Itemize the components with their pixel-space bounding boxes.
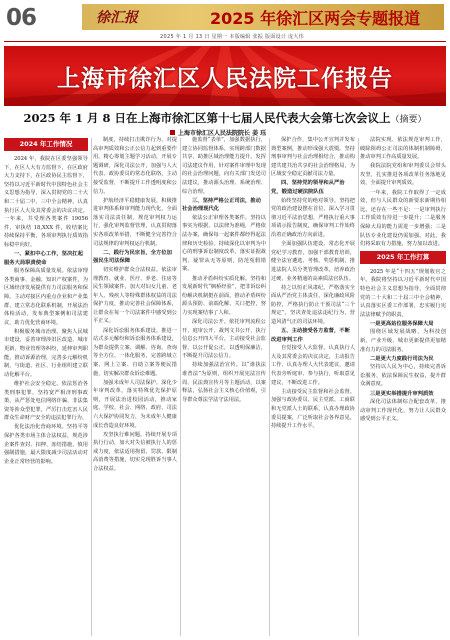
body-paragraph: 围绕区域发展战略，为科技创新、产业升级、城市更新提供更加精准有力的司法服务。 (360, 329, 446, 353)
body-paragraph: 切实维护群众合法权益。依法审理教育、就业、医疗、养老、住房等民生领域案件，加大对妇女儿童、老年人、残疾人等特殊群体权益的司法保护力度，推动完善社会保障体系，让群众在每一个司法案件中感受到公平正义。 (93, 266, 177, 325)
body-paragraph: 服务保障高质量发展。依法审理各类商事、金融、知识产权案件，为区域经济发展提供有力司法服务和保障。主动对接区内重点企业和产业集群，建立常态化联系机制，开展法治体检活动，发布典型案例和司法建议，助力优化营商环境。 (4, 268, 88, 326)
subsection-heading: 一是更高站位服务保障大局 (370, 320, 434, 327)
report-banner (4, 46, 446, 106)
issue-info: 2025 年 1 月 13 日 星期一 本版编辑 张振 版面设计 庞大伟 (160, 34, 304, 40)
body-paragraph: 2025 年是“十四五”规划收官之年。我院将坚持以习近平新时代中国特色社会主义思想为指导，全面贯彻党的二十大和二十届三中全会精神，认真落实区委工作部署，忠实履行宪法法律赋予的职责。 (360, 268, 446, 318)
headline-text: 2025 年 1 月 8 日在上海市徐汇区第十七届人民代表大会第七次会议上 (23, 111, 391, 125)
body-paragraph: 持续加强法治宣传。以“谁执法谁普法”为原则，组织开展宪法宣传周、民法典宣传月等主题活动，以案释法，弘扬社会主义核心价值观，引导群众尊法学法守法用法。 (182, 362, 266, 403)
page-header (0, 0, 450, 44)
subsection-heading: 一、紧扣中心工作，坚决扛起服务大局职责使命 (4, 251, 83, 266)
body-paragraph: 深化诉讼服务体系建设。推进一站式多元解纷和诉讼服务体系建设，为群众提供立案、调解、咨询、查询等全方位、一体化服务，完善跨域立案、网上立案、自助立案等便民措施，切实解决群众诉讼难题。 (93, 327, 177, 377)
newspaper-logo: 徐汇报 (96, 10, 138, 26)
body-paragraph: 攻坚执行难问题。持续开展专项执行行动，加大对失信被执行人的惩戒力度，依法适用拘留、罚款、限制高消费等措施，切实兑现胜诉当事人合法权益。 (93, 431, 177, 473)
text-column-2 (93, 136, 177, 636)
subsection-heading: 二是更大力度践行司法为民 (370, 355, 434, 362)
column-section-heading: 2024 年工作情况 (4, 138, 88, 151)
header-divider (4, 41, 446, 42)
page-number: 06 (6, 5, 37, 31)
byline-text: 上海市徐汇区人民法院院长 姜 珏 (178, 130, 267, 137)
column-rule (91, 138, 92, 636)
body-paragraph: 主动接受民主监督和社会监督。加强与政协委员、民主党派、工商联和无党派人士的联系，认真办理政协委员提案，广泛听取社会各界意见，持续提升工作水平。 (271, 388, 355, 430)
subsection-heading: 四、坚持党的领导和从严治党，锻造过硬法院队伍 (271, 180, 345, 196)
banner-title: 上海市徐汇区人民法院工作报告 (57, 66, 393, 92)
body-paragraph: 推动矛盾纠纷实质化解。坚持和发展新时代“枫桥经验”，把非诉讼纠纷解决机制挺在前面，推动矛盾纠纷源头预防、前端化解、关口把控，努力实现案结事了人和。 (182, 275, 266, 316)
body-paragraph: 深化司法公开。依托审判流程公开、庭审公开、裁判文书公开、执行信息公开四大平台，主动接受社会监督，以公开促公正，以透明保廉洁，不断提升司法公信力。 (182, 318, 266, 360)
body-paragraph: 积极服务城市治理。聚焦人民城市建设，妥善审理涉旧区改造、城市更新、物业管理等纠纷，延伸审判职能，推动诉源治理，完善多元解纷机制，与街道、社区、行业组织建立联动化解平台。 (4, 328, 88, 378)
body-paragraph: 全面加强队伍建设。常态化开展党纪学习教育，加强干部教育培训，健全法官遴选、考核、奖惩机制，推进法院人员分类管理改革，培养政治过硬、业务精通的高素质法官队伍。 (271, 241, 355, 282)
section-title: 2025 年徐汇区两会专题报道 (210, 9, 421, 28)
body-paragraph: 自觉接受人大监督。认真执行人大及其常委会的决议决定，主动报告工作，认真办理人大代表建议，邀请代表旁听庭审、参与执行，听取意见建议，不断改进工作。 (271, 345, 355, 386)
text-column-5 (360, 136, 446, 636)
headline-note: （摘要） (390, 115, 427, 125)
text-column-1 (4, 136, 88, 636)
column-section-heading: 2025 年工作打算 (360, 251, 446, 264)
body-paragraph: 制度，持续打击欺诈行为，对提高审判质效和公正公信力起到重要作用。精心筹划主题学习活动，开展专题调研，深化司法公开，加强与人大代表、政协委员的常态化联络，主动接受监督，不断提升工作透明度和公信力。 (93, 137, 177, 195)
body-paragraph: 始终坚持党的绝对领导。坚持把党的政治建设摆在首位，深入学习贯彻习近平法治思想，严格执行重大事项请示报告制度，确保审判工作始终沿着正确政治方向前进。 (271, 197, 355, 239)
body-paragraph: 2024 年，我院在区委坚强领导下，在区人大有力监督下，在区政府大力支持下，在区政协民主监督下，坚持以习近平新时代中国特色社会主义思想为指导，深入贯彻党的二十大和二十届二中、三中全会精神，认真执行区人大及其常委会的决议决定。一年来，共受理各类案件 19056 件，审执结 18,XXX 件，收结案比持续保持平衡，各项审判执行质效指标稳中向好。 (4, 156, 88, 248)
body-paragraph: 护航经济平稳健康发展。积极推进审判体系和审判能力现代化，全面落实司法责任制，规范审判权力运行，强化审判监督管理，认真贯彻落实各项改革举措，不断健全完善符合司法规律的审判权运行机制。 (93, 197, 177, 247)
body-paragraph: 我院法院党组和审判委员会带头攻坚，扎实推进各项改革任务落地见效，全面提升审判质效。 (360, 163, 446, 187)
body-paragraph: 一年来，我院工作取得了一定成效，但与人民群众的新要求新期待相比，还存在一些不足：一是审判执行工作质效有待进一步提升；二是服务保障大局的能力需进一步增强；三是队伍专业化建设仍需加强。对此，我们将采取有力措施，努力加以改进。 (360, 189, 446, 248)
subsection-heading: 三、坚持严格公正司法，推动社会治理现代化 (182, 197, 261, 213)
subsection-heading: 三是更实举措提升审判质效 (370, 390, 434, 397)
body-paragraph: 施监督“表单”，加强数据执行，建立协同监督体系，实现跨部门数据共享，助推区域治理能力提升。发挥司法建议作用，针对案件审理中发现的社会治理问题，向有关部门发送司法建议，推动源头治理、系统治理、综合治理。 (182, 137, 266, 195)
byline-square-icon (170, 130, 175, 135)
subsection-heading: 二、践行为民宗旨，全方位加强民生司法保障 (93, 249, 172, 265)
body-paragraph: 持之以恒正风肃纪。严格落实全面从严治党主体责任，深化廉政风险防控，严格执行防止干预司法“三个规定”，坚决查处违法违纪行为，营造风清气正的司法环境。 (271, 284, 355, 325)
body-paragraph: 依法公正审理各类案件。坚持以事实为根据、以法律为准绳，严格依法办案，确保每一起案件都经得起法律和历史检验。持续深化以审判为中心的刑事诉讼制度改革，落实证据裁判、疑罪从无等原则，防范冤假错案。 (182, 214, 266, 273)
text-column-3 (182, 136, 266, 636)
subsection-heading: 五、主动接受各方监督，不断改进审判工作 (271, 328, 350, 343)
column-rule (358, 138, 359, 636)
body-paragraph: 优化法治化营商环境。坚持平等保护各类市场主体合法权益，规范涉企案件查封、扣押、冻结措施，慎用强制措施，最大限度减少司法活动对企业正常经营的影响。 (4, 424, 88, 465)
body-paragraph: 保护合作，集中公开宣判并发布典型案例，推动形成强大震慑。坚持刑事审判与社会治理相结合，推动构建共建共治共享的社会治理格局，为区域安全稳定贡献司法力量。 (271, 137, 355, 178)
body-paragraph: 深化司法体制综合配套改革，推动审判工作现代化，努力让人民群众感受到公平正义。 (360, 399, 446, 423)
column-rule (180, 138, 181, 636)
body-paragraph: 法院实现、依法规范审判工作，破除阻碍公正司法的体制机制障碍，推动审判工作高质量发展。 (360, 137, 446, 161)
report-headline (4, 110, 446, 126)
column-rule (269, 138, 270, 636)
body-paragraph: 坚持以人民为中心，持续完善诉讼服务，依法保障民生权益，提升群众满意度。 (360, 364, 446, 388)
body-paragraph: 维护社会安全稳定。依法惩治各类刑事犯罪，坚持宽严相济刑事政策，从严惩处电信网络诈骗、非法集资等涉众型犯罪，严厉打击危害人民群众生命财产安全的违法犯罪行为。 (4, 380, 88, 422)
text-column-4 (271, 136, 355, 636)
body-paragraph: 加强未成年人司法保护。深化少年审判改革，落实特殊优先保护原则，开展法治进校园活动，推动家庭、学校、社会、网络、政府、司法六大保护协同发力，为未成年人健康成长营造良好环境。 (93, 379, 177, 429)
